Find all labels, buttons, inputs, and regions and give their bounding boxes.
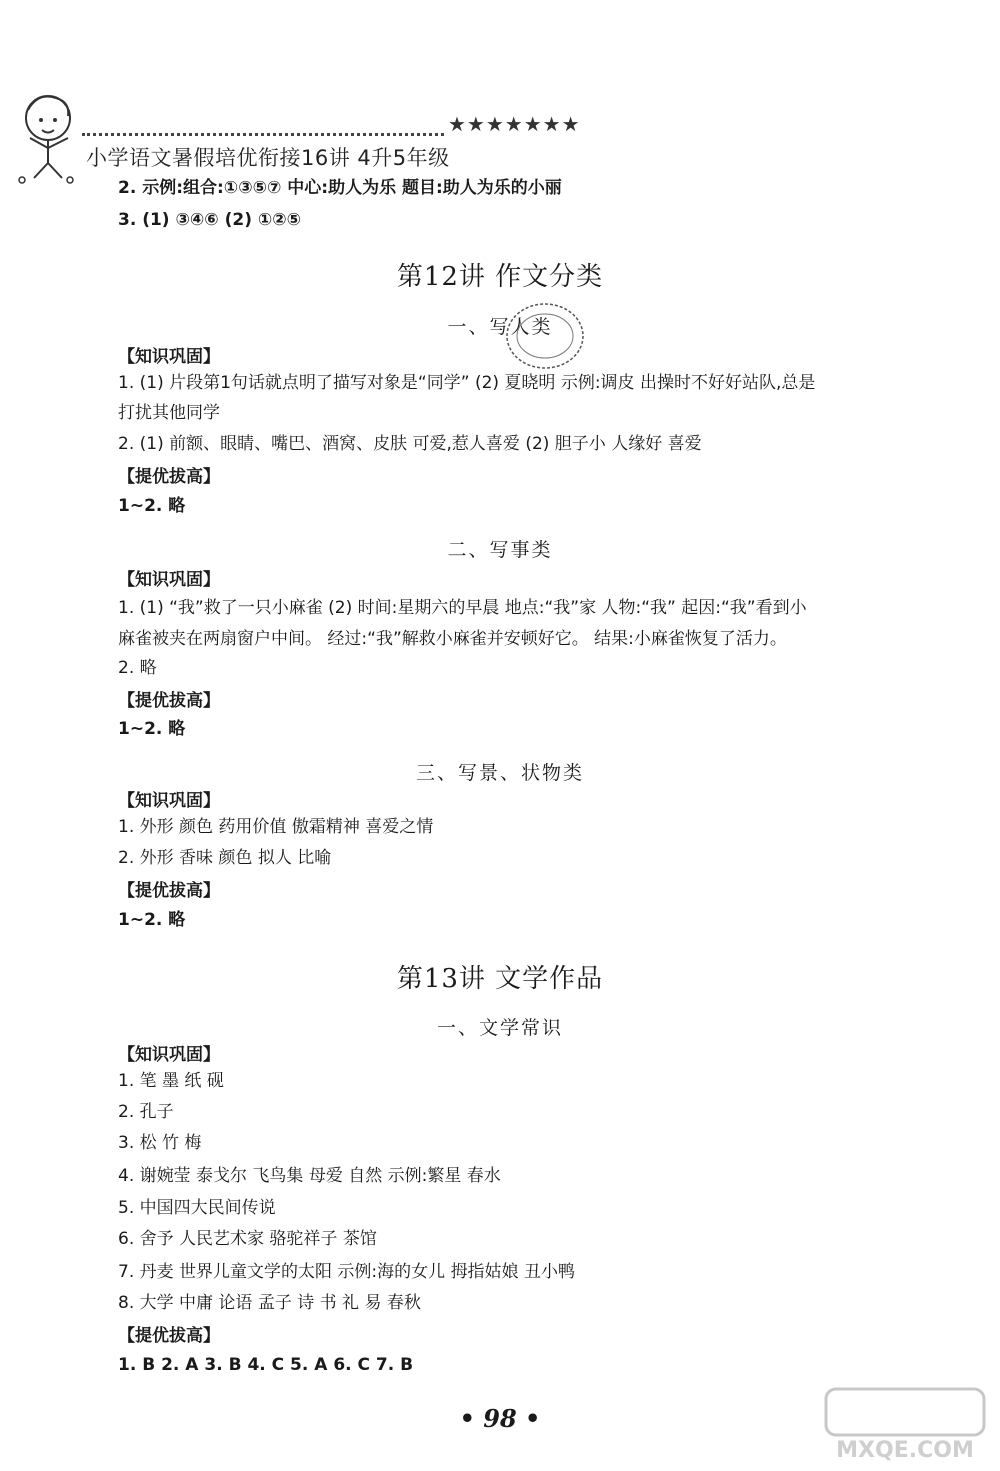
section-title: 二、写事类	[447, 539, 553, 561]
tag-knowledge: 【知识巩固】	[118, 1045, 220, 1065]
answer-line: 2. 孔子	[118, 1102, 174, 1122]
answer-line: 4. 谢婉莹 泰戈尔 飞鸟集 母爱 自然 示例:繁星 春水	[118, 1166, 501, 1186]
tag-knowledge: 【知识巩固】	[118, 570, 220, 590]
answer-line: 3. (1) ③④⑥ (2) ①②⑤	[118, 210, 302, 230]
answer-line: 2. 示例:组合:①③⑤⑦ 中心:助人为乐 题目:助人为乐的小丽	[118, 178, 562, 198]
tag-improve: 【提优拔高】	[118, 1326, 220, 1346]
answer-line: 2. 外形 香味 颜色 拟人 比喻	[118, 848, 332, 868]
page-number: • 98 •	[459, 1404, 541, 1433]
tag-improve: 【提优拔高】	[118, 691, 220, 711]
stamp-icon	[500, 298, 590, 378]
answer-line: 1~2. 略	[118, 496, 186, 516]
answer-line: 1~2. 略	[118, 910, 186, 930]
section-title: 三、写景、状物类	[415, 762, 584, 784]
answer-line: 麻雀被夹在两扇窗户中间。 经过:“我”解救小麻雀并安顿好它。 结果:小麻雀恢复了活力。	[118, 629, 787, 649]
chapter-title: 第13讲 文学作品	[396, 964, 604, 994]
tag-knowledge: 【知识巩固】	[118, 347, 220, 367]
answer-line: 打扰其他同学	[118, 403, 220, 423]
header-stars: ★★★★★★★	[448, 112, 581, 136]
answer-line: 5. 中国四大民间传说	[118, 1198, 276, 1218]
answer-line: 7. 丹麦 世界儿童文学的太阳 示例:海的女儿 拇指姑娘 丑小鸭	[118, 1262, 575, 1282]
answer-line: 2. (1) 前额、眼睛、嘴巴、酒窝、皮肤 可爱,惹人喜爱 (2) 胆子小 人缘好 喜爱	[118, 434, 702, 454]
answer-line: 1. 笔 墨 纸 砚	[118, 1071, 224, 1091]
tag-improve: 【提优拔高】	[118, 881, 220, 901]
answer-line: 6. 舍予 人民艺术家 骆驼祥子 茶馆	[118, 1229, 377, 1249]
answer-line: 8. 大学 中庸 论语 孟子 诗 书 礼 易 春秋	[118, 1293, 421, 1313]
watermark-text: MXQE.COM	[836, 1438, 974, 1463]
answer-line: 1. 外形 颜色 药用价值 傲霜精神 喜爱之情	[118, 817, 434, 837]
tag-knowledge: 【知识巩固】	[118, 791, 220, 811]
watermark-logo	[820, 1385, 990, 1465]
answer-line: 2. 略	[118, 658, 157, 678]
section-title: 一、写人类	[447, 316, 553, 338]
section-title: 一、文学常识	[436, 1017, 563, 1039]
answer-line: 1. (1) 片段第1句话就点明了描写对象是“同学” (2) 夏晓明 示例:调皮 出操时不好好站队,总是	[118, 373, 816, 393]
answer-line: 1. B 2. A 3. B 4. C 5. A 6. C 7. B	[118, 1355, 414, 1375]
answer-line: 1~2. 略	[118, 719, 186, 739]
answer-line: 1. (1) “我”救了一只小麻雀 (2) 时间:星期六的早晨 地点:“我”家 人物:“我” 起因:“我”看到小	[118, 598, 807, 618]
header-title: 小学语文暑假培优衔接16讲 4升5年级	[86, 146, 450, 170]
tag-improve: 【提优拔高】	[118, 467, 220, 487]
chapter-title: 第12讲 作文分类	[396, 262, 604, 292]
answer-line: 3. 松 竹 梅	[118, 1133, 202, 1153]
